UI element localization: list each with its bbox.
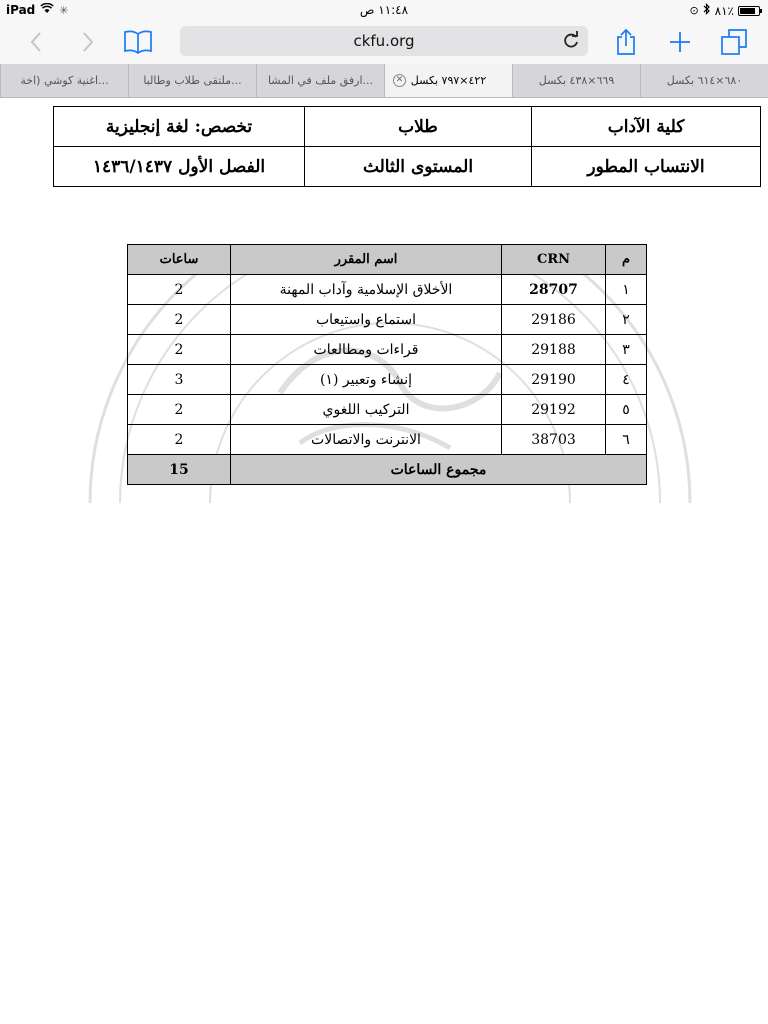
tab-label: ملتقى طلاب وطالبا... <box>143 74 242 87</box>
row-num: ١ <box>606 275 647 305</box>
tab-strip <box>0 64 768 98</box>
status-time: ١١:٤٨ ص <box>359 3 409 17</box>
activity-spinner-icon: ✳ <box>59 3 69 17</box>
new-tab-button[interactable] <box>664 26 696 58</box>
table-row <box>128 425 647 455</box>
row-hours: 3 <box>128 365 231 395</box>
battery-fill <box>740 8 755 14</box>
device-label: iPad <box>6 3 36 17</box>
row-course-name: إنشاء وتعبير (١) <box>231 365 502 395</box>
col-crn-header: CRN <box>502 245 606 275</box>
web-content[interactable] <box>0 98 768 1024</box>
col-num-header: م <box>606 245 647 275</box>
row-crn: 28707 <box>502 275 606 305</box>
tabs-icon <box>720 28 748 56</box>
row-crn: 29190 <box>502 365 606 395</box>
share-button[interactable] <box>610 26 642 58</box>
header-row-2 <box>54 147 761 187</box>
tab-label: ٦٨٠×٦١٤ بكسل <box>666 74 743 87</box>
college-cell: كلية الآداب <box>532 107 761 147</box>
total-label: مجموع الساعات <box>231 455 647 485</box>
battery-icon <box>738 6 760 16</box>
status-bar <box>0 0 768 20</box>
reload-icon <box>560 30 582 52</box>
table-row <box>128 335 647 365</box>
col-hours-header: ساعات <box>128 245 231 275</box>
col-name-header: اسم المقرر <box>231 245 502 275</box>
course-table-header <box>128 245 647 275</box>
row-hours: 2 <box>128 395 231 425</box>
reload-button[interactable] <box>560 30 582 52</box>
header-row-1 <box>54 107 761 147</box>
tab-2-active[interactable] <box>384 64 512 97</box>
status-right <box>689 3 760 18</box>
bluetooth-icon <box>703 3 711 18</box>
chevron-left-icon <box>29 31 43 53</box>
row-num: ٢ <box>606 305 647 335</box>
row-course-name: استماع واستيعاب <box>231 305 502 335</box>
row-course-name: الأخلاق الإسلامية وآداب المهنة <box>231 275 502 305</box>
level-cell: المستوى الثالث <box>305 147 532 187</box>
row-hours: 2 <box>128 335 231 365</box>
row-num: ٥ <box>606 395 647 425</box>
table-row <box>128 305 647 335</box>
tab-4[interactable] <box>128 64 256 97</box>
row-num: ٤ <box>606 365 647 395</box>
tab-label: اغنية كوشي (اخة... <box>20 74 109 87</box>
close-tab-icon[interactable]: ✕ <box>393 74 406 87</box>
program-cell: الانتساب المطور <box>532 147 761 187</box>
major-cell: تخصص: لغة إنجليزية <box>54 107 305 147</box>
address-text: ckfu.org <box>353 32 415 50</box>
back-button[interactable] <box>20 26 52 58</box>
forward-button[interactable] <box>72 26 104 58</box>
share-icon <box>615 28 637 56</box>
tab-0[interactable] <box>640 64 768 97</box>
book-icon <box>123 30 153 54</box>
plus-icon <box>668 30 692 54</box>
total-row <box>128 455 647 485</box>
students-cell: طلاب <box>305 107 532 147</box>
rotation-lock-icon: ⊙ <box>689 4 699 17</box>
semester-cell: الفصل الأول ١٤٣٦/١٤٣٧ <box>54 147 305 187</box>
bookmarks-button[interactable] <box>122 26 154 58</box>
table-row <box>128 275 647 305</box>
table-row <box>128 395 647 425</box>
address-bar[interactable] <box>180 26 588 56</box>
row-course-name: التركيب اللغوي <box>231 395 502 425</box>
battery-percent: ٨١٪ <box>714 3 734 18</box>
row-hours: 2 <box>128 305 231 335</box>
row-num: ٦ <box>606 425 647 455</box>
tab-5[interactable] <box>0 64 128 97</box>
row-crn: 38703 <box>502 425 606 455</box>
table-row <box>128 365 647 395</box>
row-num: ٣ <box>606 335 647 365</box>
row-course-name: قراءات ومطالعات <box>231 335 502 365</box>
tab-label: ٤٢٢×٧٩٧ بكسل <box>410 74 487 87</box>
row-course-name: الانترنت والاتصالات <box>231 425 502 455</box>
row-crn: 29186 <box>502 305 606 335</box>
row-crn: 29192 <box>502 395 606 425</box>
tab-label: ارفق ملف في المشا... <box>267 74 374 87</box>
tab-label: ٦٦٩×٤٣٨ بكسل <box>538 74 615 87</box>
row-crn: 29188 <box>502 335 606 365</box>
tab-3[interactable] <box>256 64 384 97</box>
course-table <box>127 244 647 485</box>
row-hours: 2 <box>128 275 231 305</box>
row-hours: 2 <box>128 425 231 455</box>
total-hours: 15 <box>128 455 231 485</box>
browser-toolbar <box>0 20 768 64</box>
tabs-overview-button[interactable] <box>718 26 750 58</box>
chevron-right-icon <box>81 31 95 53</box>
tab-1[interactable] <box>512 64 640 97</box>
header-table <box>53 106 761 187</box>
